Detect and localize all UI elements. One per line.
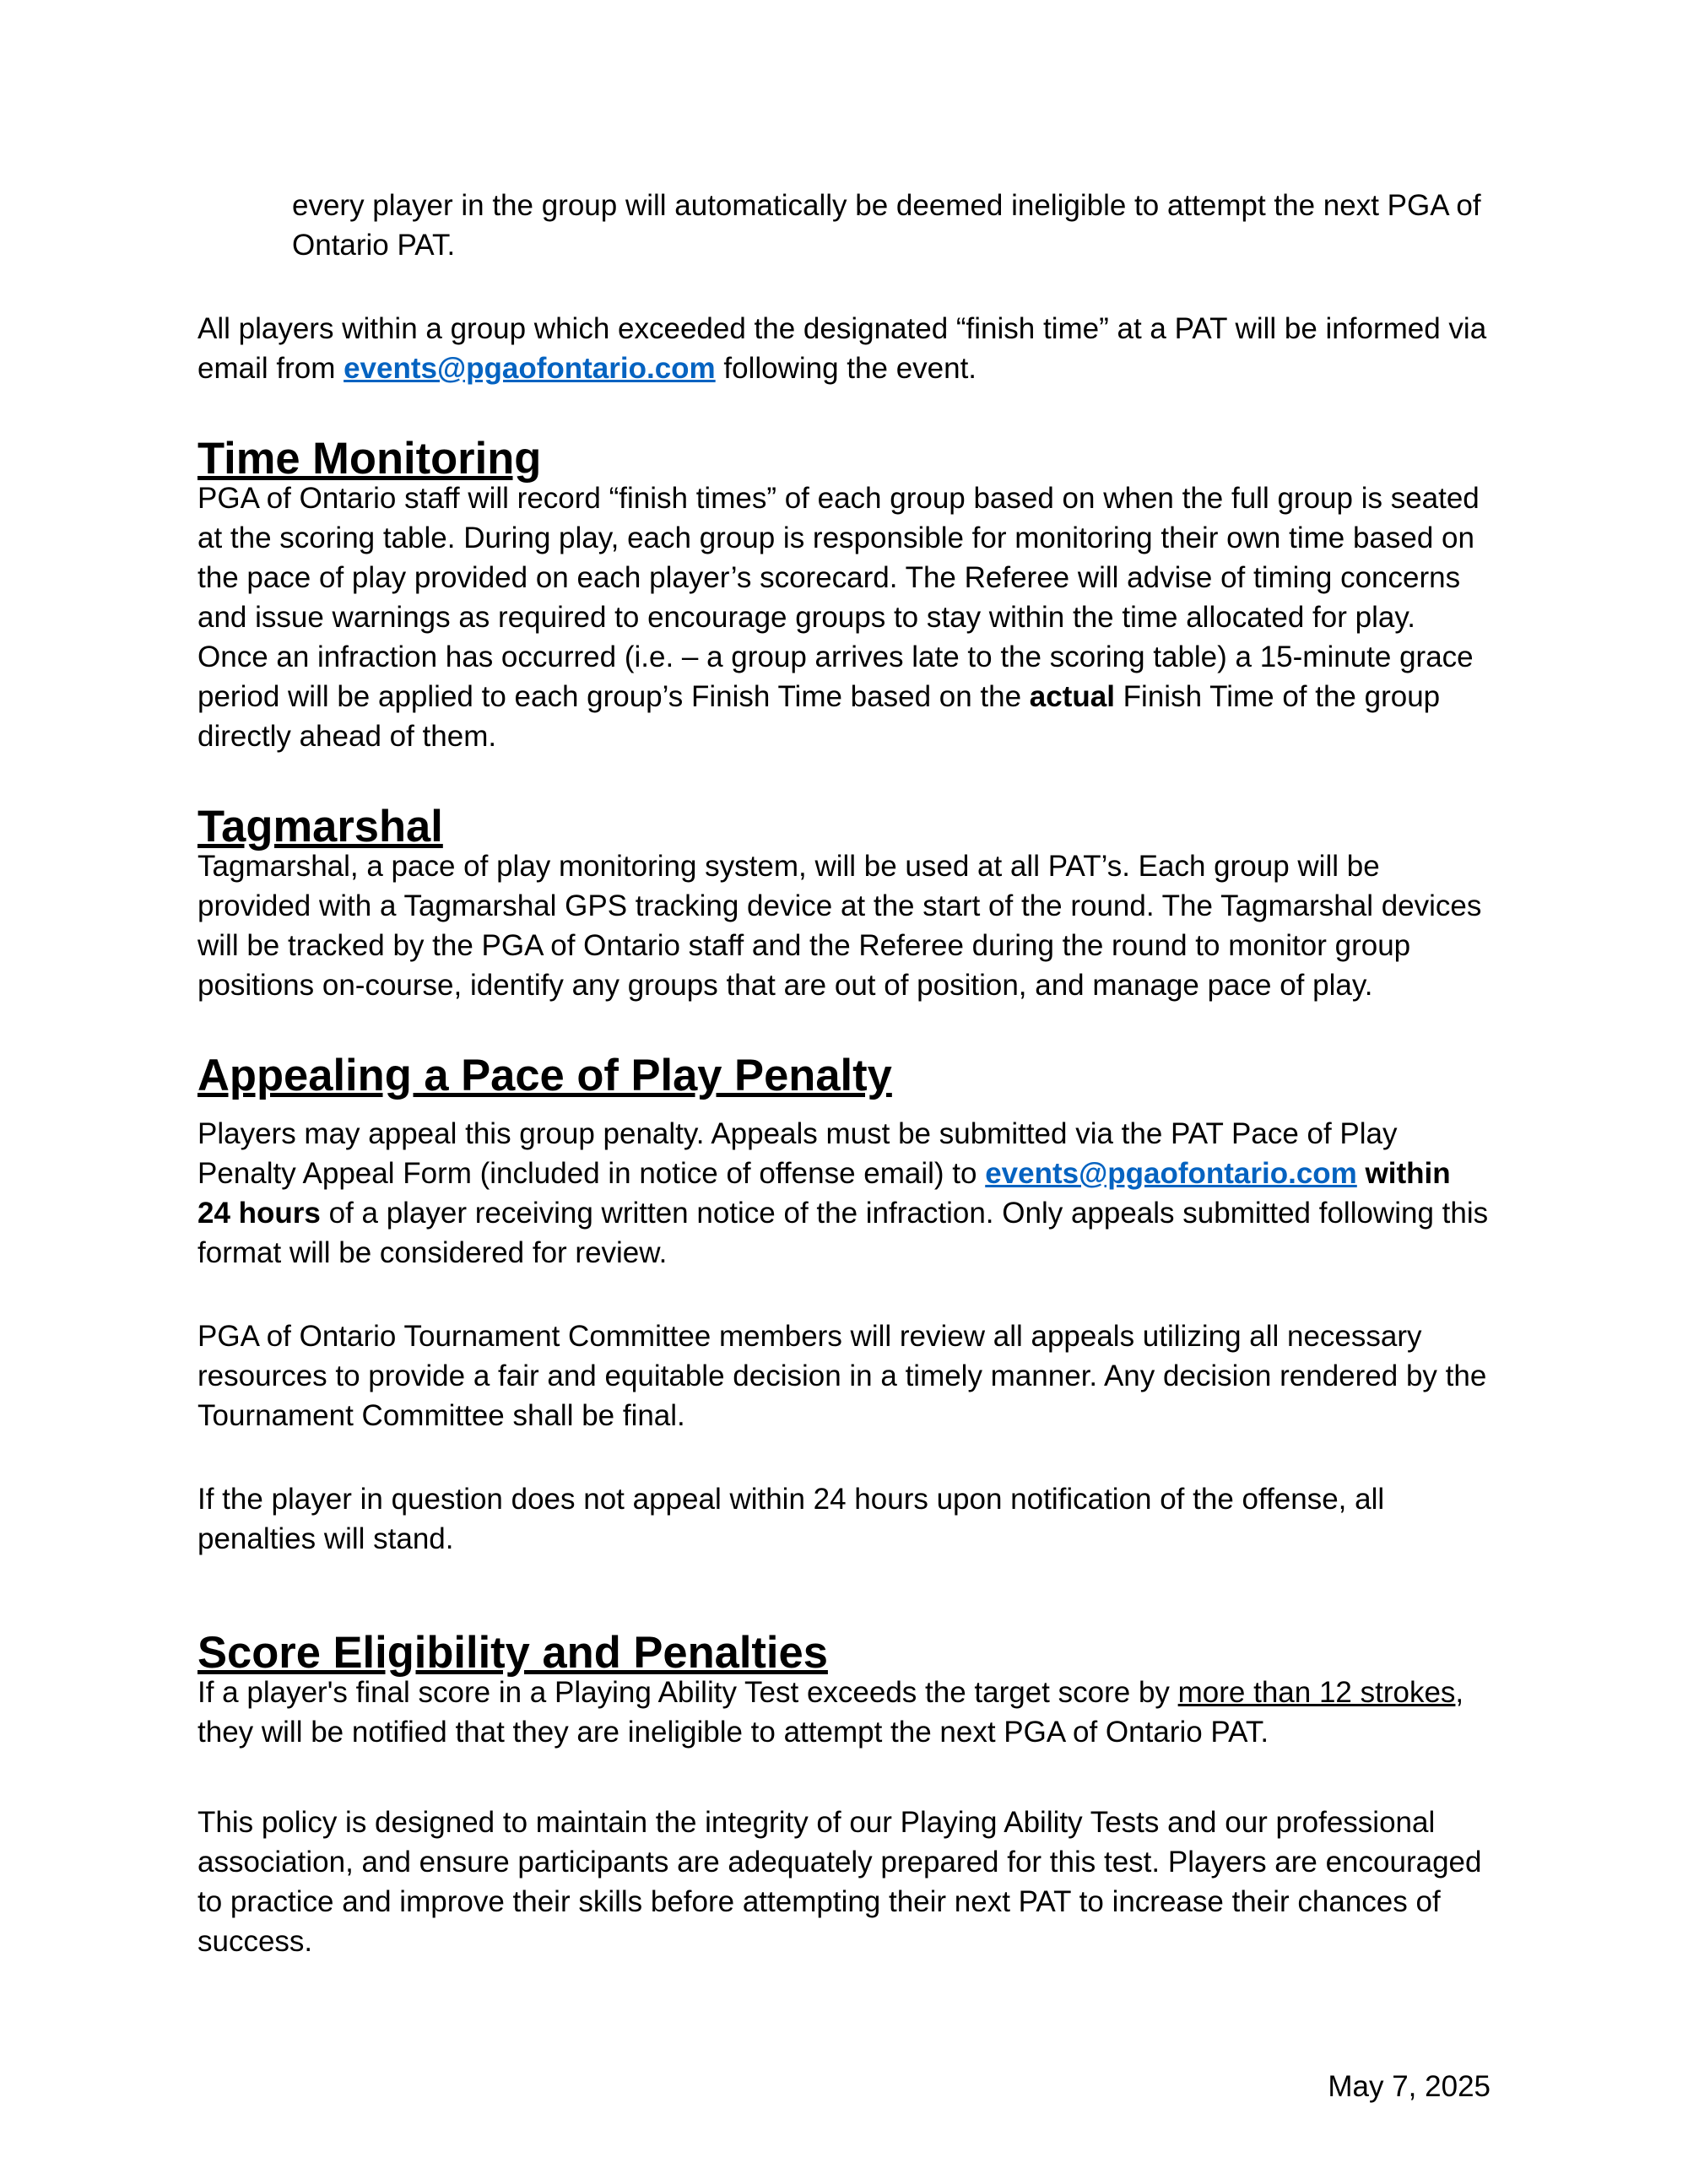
underlined-text: more than 12 strokes [1177,1676,1456,1709]
text-run: This policy is designed to maintain the integrity of our Playing Ability Tests and our professional association, and ensure participants are adequately prepared for this test. Players are encouraged to practice and improve their skills before attempting their next PAT to increase their chances of success. [197,1806,1482,1958]
bold-text: within 24 hours [197,1157,1451,1230]
text-run: of a player receiving written notice of the infraction. Only appeals submitted following this format will be considered for review. [197,1197,1489,1269]
finish-time-notification-paragraph [197,309,1491,388]
no-appeal-paragraph [197,1479,1491,1559]
text-run: Tagmarshal [197,802,443,851]
tagmarshal-heading [197,802,1491,851]
text-run: , they will be notified that they are ineligible to attempt the next PGA of Ontario PAT. [197,1676,1464,1749]
tournament-committee-paragraph [197,1316,1491,1435]
text-run: Time Monitoring [197,434,542,484]
text-run: PGA of Ontario Tournament Committee members will review all appeals utilizing all necessary resources to provide a fair and equitable decision in a timely manner. Any decision rendered by the Tournament Committee shall be final. [197,1320,1487,1432]
continuation-paragraph [197,186,1491,265]
time-monitoring-paragraph [197,478,1491,756]
text-run: If a player's final score in a Playing Ability Test exceeds the target score by [197,1676,1178,1709]
appeal-heading [197,1051,1491,1100]
bold-text: actual [1029,680,1115,713]
policy-purpose-paragraph [197,1803,1491,1961]
tagmarshal-paragraph [197,846,1491,1005]
text-run: every player in the group will automatically be deemed ineligible to attempt the next PGA of Ontario PAT. [292,189,1481,262]
email-link[interactable]: events@pgaofontario.com [344,352,716,385]
text-run: Appealing a Pace of Play Penalty [197,1051,892,1100]
text-run: All players within a group which exceeded the designated “finish time” at a PAT will be informed via email from [197,312,1487,385]
text-run: following the event. [715,352,977,385]
score-eligibility-heading [197,1628,1491,1678]
email-link[interactable]: events@pgaofontario.com [985,1157,1357,1190]
footer-date: May 7, 2025 [1328,2070,1491,2103]
text-run: If the player in question does not appeal within 24 hours upon notification of the offense, all penalties will stand. [197,1483,1385,1555]
time-monitoring-heading [197,434,1491,484]
appeal-submission-paragraph [197,1114,1491,1273]
document-content [197,186,1491,1961]
text-run: PGA of Ontario staff will record “finish times” of each group based on when the full group is seated at the scoring table. During play, each group is responsible for monitoring their own time based on the pace of play provided on each player’s scorecard. The Referee will advise of timing concerns and issue warnings as required to encourage groups to stay within the time allocated for play. Once an infraction has occurred (i.e. – a group arrives late to the scoring table) a 15-minute grace period will be applied to each group’s Finish Time based on the [197,482,1480,713]
text-run: Score Eligibility and Penalties [197,1628,828,1678]
text-run: Finish Time of the group directly ahead of them. [197,680,1441,753]
page-footer [1328,2067,1491,2106]
text-run: Players may appeal this group penalty. Appeals must be submitted via the PAT Pace of Play Penalty Appeal Form (included in notice of offense email) to [197,1117,1398,1190]
score-eligibility-paragraph [197,1673,1491,1752]
text-run: Tagmarshal, a pace of play monitoring system, will be used at all PAT’s. Each group will be provided with a Tagmarshal GPS tracking device at the start of the round. The Tagmarshal devices will be tracked by the PGA of Ontario staff and the Referee during the round to monitor group positions on-course, identify any groups that are out of position, and manage pace of play. [197,850,1482,1002]
